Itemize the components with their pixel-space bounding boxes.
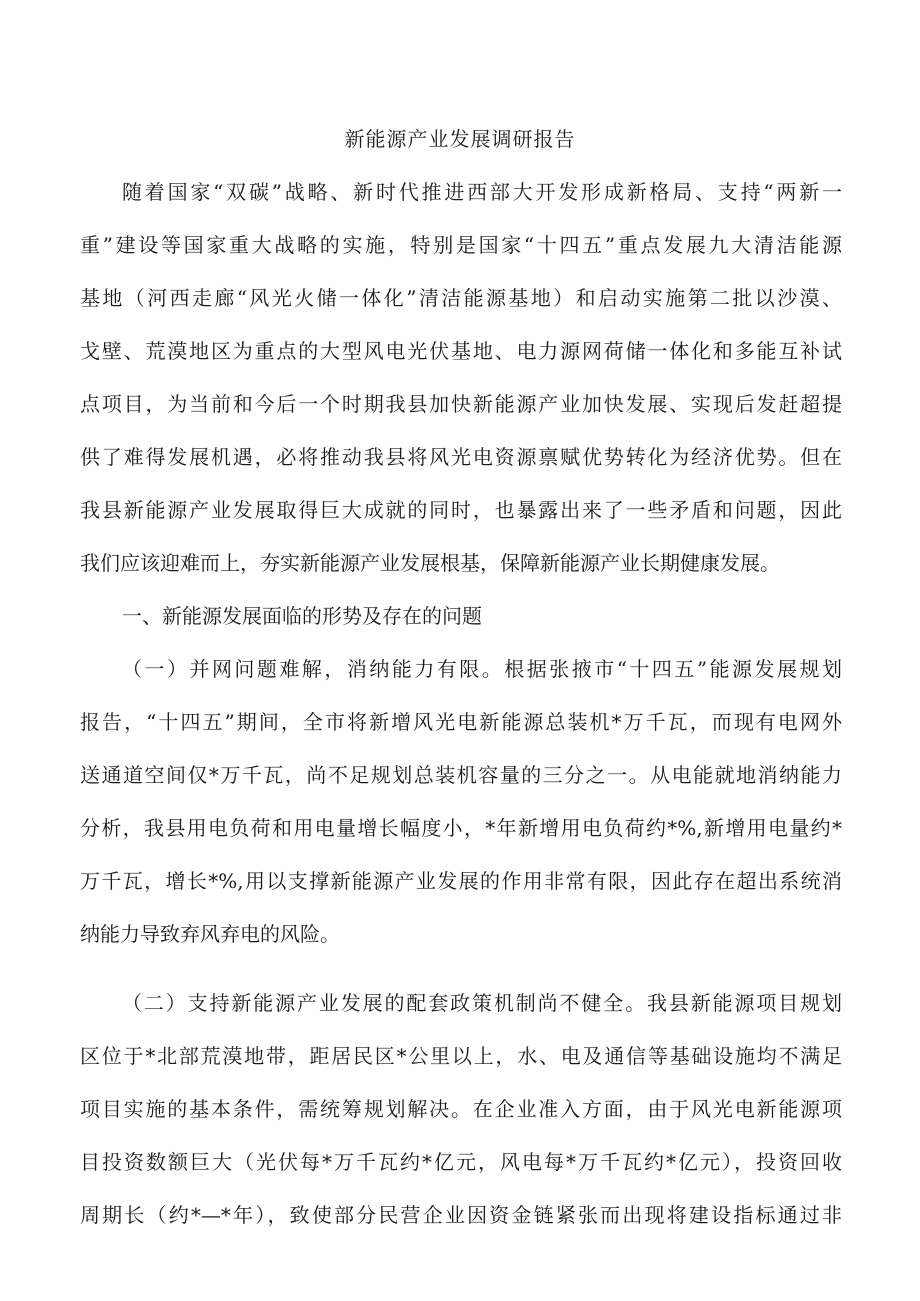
paragraph-line: 区位于*北部荒漠地带，距居民区*公里以上，水、电及通信等基础设施均不满足 xyxy=(80,1044,842,1068)
paragraph-line: 分析，我县用电负荷和用电量增长幅度小，*年新增用电负荷约*%,新增用电量约* xyxy=(80,816,842,840)
paragraph-line: 重”建设等国家重大战略的实施，特别是国家“十四五”重点发展九大清洁能源 xyxy=(80,233,842,257)
paragraph-line: 纳能力导致弃风弃电的风险。 xyxy=(80,922,340,946)
paragraph-line: 目投资数额巨大（光伏每*万千瓦约*亿元，风电每*万千瓦约*亿元），投资回收 xyxy=(80,1150,842,1174)
paragraph-line: 点项目，为当前和今后一个时期我县加快新能源产业加快发展、实现后发赶超提 xyxy=(80,392,842,416)
paragraph-line: 供了难得发展机遇，必将推动我县将风光电资源禀赋优势转化为经济优势。但在 xyxy=(80,445,842,469)
paragraph-line: 万千瓦，增长*%,用以支撑新能源产业发展的作用非常有限，因此存在超出系统消 xyxy=(80,869,842,893)
paragraph-line: （一）并网问题难解，消纳能力有限。根据张掖市“十四五”能源发展规划 xyxy=(122,657,842,681)
paragraph-line: 报告，“十四五”期间，全市将新增风光电新能源总装机*万千瓦，而现有电网外 xyxy=(80,710,842,734)
paragraph-line: 周期长（约*—*年），致使部分民营企业因资金链紧张而出现将建设指标通过非 xyxy=(80,1203,842,1227)
paragraph-line: 我们应该迎难而上，夯实新能源产业发展根基，保障新能源产业长期健康发展。 xyxy=(80,551,780,575)
paragraph-line: 基地（河西走廊“风光火储一体化”清洁能源基地）和启动实施第二批以沙漠、 xyxy=(80,286,842,310)
section-heading: 一、新能源发展面临的形势及存在的问题 xyxy=(122,604,482,628)
paragraph-line: 项目实施的基本条件，需统筹规划解决。在企业准入方面，由于风光电新能源项 xyxy=(80,1097,842,1121)
document-title: 新能源产业发展调研报告 xyxy=(344,127,576,151)
paragraph-line: 我县新能源产业发展取得巨大成就的同时，也暴露出来了一些矛盾和问题，因此 xyxy=(80,498,842,522)
paragraph-line: 随着国家“双碳”战略、新时代推进西部大开发形成新格局、支持“两新一 xyxy=(122,180,842,204)
paragraph-line: 送通道空间仅*万千瓦，尚不足规划总装机容量的三分之一。从电能就地消纳能力 xyxy=(80,763,842,787)
paragraph-line: 戈壁、荒漠地区为重点的大型风电光伏基地、电力源网荷储一体化和多能互补试 xyxy=(80,339,842,363)
paragraph-line: （二）支持新能源产业发展的配套政策机制尚不健全。我县新能源项目规划 xyxy=(122,991,842,1015)
